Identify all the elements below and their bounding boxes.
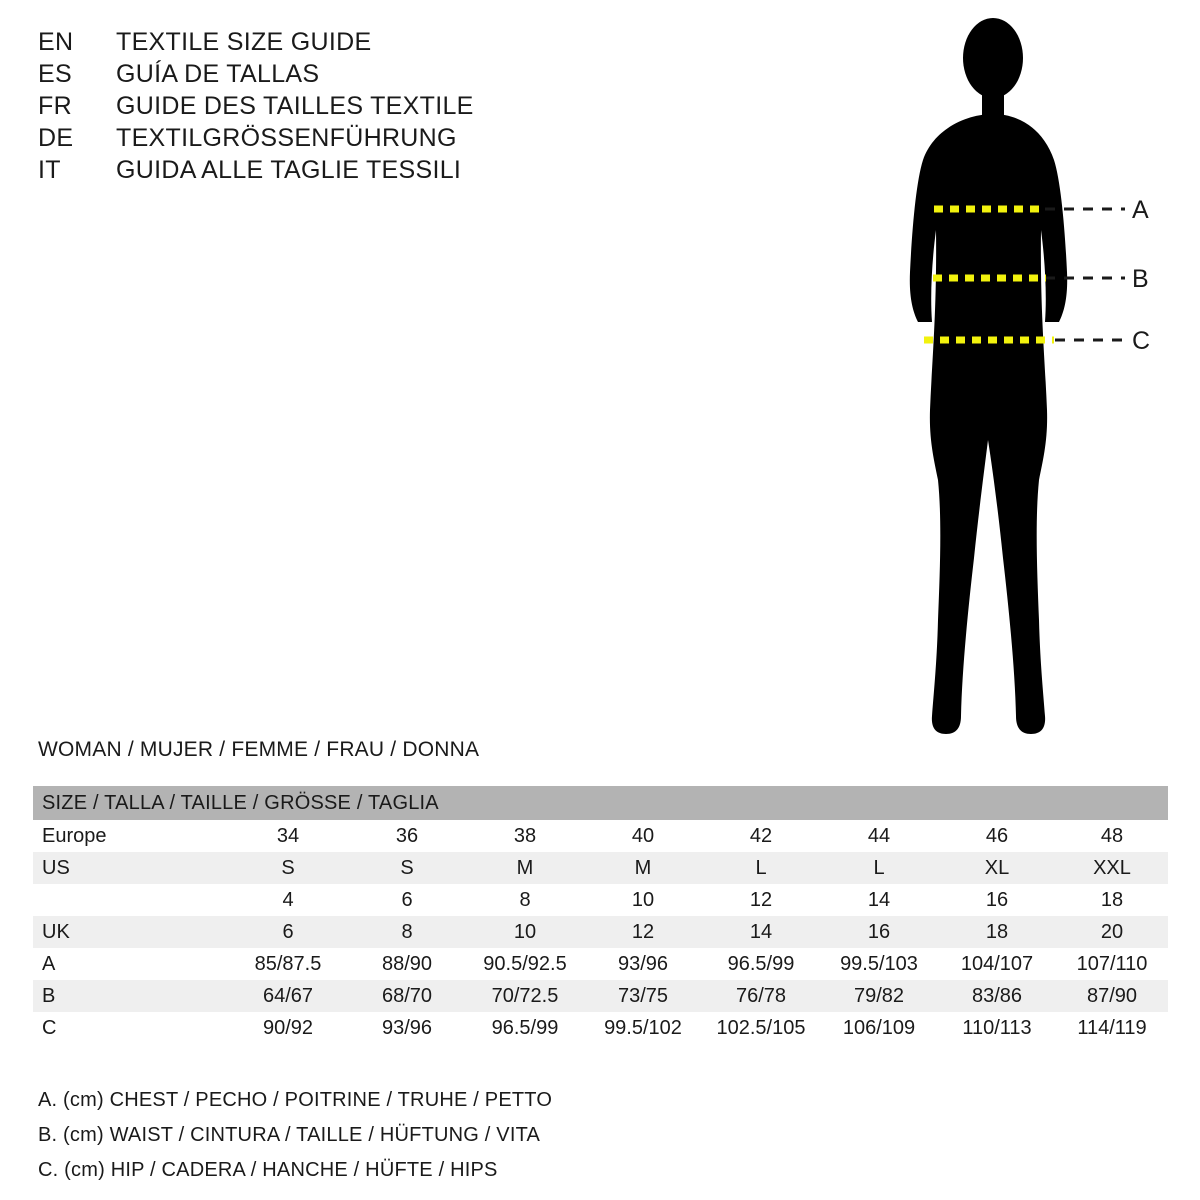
cell-usnum-0: 4 (228, 884, 348, 916)
cell-b-5: 79/82 (820, 980, 938, 1012)
language-code-de: DE (38, 124, 74, 152)
cell-uk-7: 20 (1056, 916, 1168, 948)
table-row (33, 820, 1168, 852)
section-heading: WOMAN / MUJER / FEMME / FRAU / DONNA (38, 738, 480, 761)
cell-uk-0: 6 (228, 916, 348, 948)
marker-label-a: A (1132, 196, 1149, 224)
cell-europe-5: 44 (820, 820, 938, 852)
title-row (38, 92, 678, 121)
cell-c-4: 102.5/105 (702, 1012, 820, 1044)
female-silhouette-icon (860, 10, 1190, 750)
title-row (38, 28, 678, 57)
cell-us-3: M (584, 852, 702, 884)
row-label-europe: Europe (33, 820, 228, 852)
title-text-fr: GUIDE DES TAILLES TEXTILE (116, 92, 474, 120)
cell-uk-4: 14 (702, 916, 820, 948)
table-row (33, 1012, 1168, 1044)
cell-europe-1: 36 (348, 820, 466, 852)
row-label-us: US (33, 852, 228, 884)
cell-b-2: 70/72.5 (466, 980, 584, 1012)
cell-uk-5: 16 (820, 916, 938, 948)
cell-c-2: 96.5/99 (466, 1012, 584, 1044)
cell-usnum-7: 18 (1056, 884, 1168, 916)
title-text-en: TEXTILE SIZE GUIDE (116, 28, 372, 56)
cell-us-2: M (466, 852, 584, 884)
marker-label-c: C (1132, 327, 1151, 355)
cell-uk-6: 18 (938, 916, 1056, 948)
cell-usnum-6: 16 (938, 884, 1056, 916)
footnote-waist: B. (cm) WAIST / CINTURA / TAILLE / HÜFTUNG / VITA (38, 1124, 541, 1146)
title-text-de: TEXTILGRÖSSENFÜHRUNG (116, 124, 457, 152)
cell-c-6: 110/113 (938, 1012, 1056, 1044)
cell-b-0: 64/67 (228, 980, 348, 1012)
cell-c-1: 93/96 (348, 1012, 466, 1044)
row-label-b: B (33, 980, 228, 1012)
cell-b-6: 83/86 (938, 980, 1056, 1012)
cell-usnum-5: 14 (820, 884, 938, 916)
cell-a-0: 85/87.5 (228, 948, 348, 980)
cell-a-1: 88/90 (348, 948, 466, 980)
title-text-es: GUÍA DE TALLAS (116, 60, 320, 88)
cell-a-4: 96.5/99 (702, 948, 820, 980)
cell-c-5: 106/109 (820, 1012, 938, 1044)
cell-b-4: 76/78 (702, 980, 820, 1012)
cell-uk-2: 10 (466, 916, 584, 948)
cell-us-1: S (348, 852, 466, 884)
cell-a-5: 99.5/103 (820, 948, 938, 980)
cell-a-6: 104/107 (938, 948, 1056, 980)
row-label-us-numeric (33, 884, 228, 916)
language-code-es: ES (38, 60, 72, 88)
footnote-chest: A. (cm) CHEST / PECHO / POITRINE / TRUHE / PETTO (38, 1089, 553, 1111)
cell-uk-1: 8 (348, 916, 466, 948)
cell-b-7: 87/90 (1056, 980, 1168, 1012)
language-code-it: IT (38, 156, 61, 184)
row-label-uk: UK (33, 916, 228, 948)
cell-usnum-1: 6 (348, 884, 466, 916)
row-label-c: C (33, 1012, 228, 1044)
cell-a-7: 107/110 (1056, 948, 1168, 980)
footnotes (38, 1089, 738, 1194)
footnote-hip: C. (cm) HIP / CADERA / HANCHE / HÜFTE / HIPS (38, 1159, 498, 1181)
cell-c-3: 99.5/102 (584, 1012, 702, 1044)
row-label-a: A (33, 948, 228, 980)
size-table (33, 786, 1168, 1044)
language-code-en: EN (38, 28, 74, 56)
marker-label-b: B (1132, 265, 1149, 293)
table-row (33, 980, 1168, 1012)
table-header-row (33, 786, 1168, 820)
cell-us-6: XL (938, 852, 1056, 884)
cell-c-0: 90/92 (228, 1012, 348, 1044)
cell-us-4: L (702, 852, 820, 884)
cell-uk-3: 12 (584, 916, 702, 948)
table-row (33, 852, 1168, 884)
language-code-fr: FR (38, 92, 72, 120)
title-text-it: GUIDA ALLE TAGLIE TESSILI (116, 156, 462, 184)
cell-a-2: 90.5/92.5 (466, 948, 584, 980)
title-row (38, 156, 678, 185)
cell-usnum-3: 10 (584, 884, 702, 916)
cell-c-7: 114/119 (1056, 1012, 1168, 1044)
cell-us-5: L (820, 852, 938, 884)
title-row (38, 124, 678, 153)
table-row (33, 948, 1168, 980)
measurement-figure (860, 10, 1190, 750)
cell-usnum-4: 12 (702, 884, 820, 916)
table-header-cell: SIZE / TALLA / TAILLE / GRÖSSE / TAGLIA (33, 786, 1168, 820)
table-row (33, 884, 1168, 916)
cell-a-3: 93/96 (584, 948, 702, 980)
title-block (38, 28, 678, 188)
title-row (38, 60, 678, 89)
cell-europe-6: 46 (938, 820, 1056, 852)
cell-europe-4: 42 (702, 820, 820, 852)
cell-europe-7: 48 (1056, 820, 1168, 852)
cell-usnum-2: 8 (466, 884, 584, 916)
cell-europe-2: 38 (466, 820, 584, 852)
table-row (33, 916, 1168, 948)
cell-europe-0: 34 (228, 820, 348, 852)
cell-us-0: S (228, 852, 348, 884)
cell-b-3: 73/75 (584, 980, 702, 1012)
cell-b-1: 68/70 (348, 980, 466, 1012)
cell-us-7: XXL (1056, 852, 1168, 884)
cell-europe-3: 40 (584, 820, 702, 852)
